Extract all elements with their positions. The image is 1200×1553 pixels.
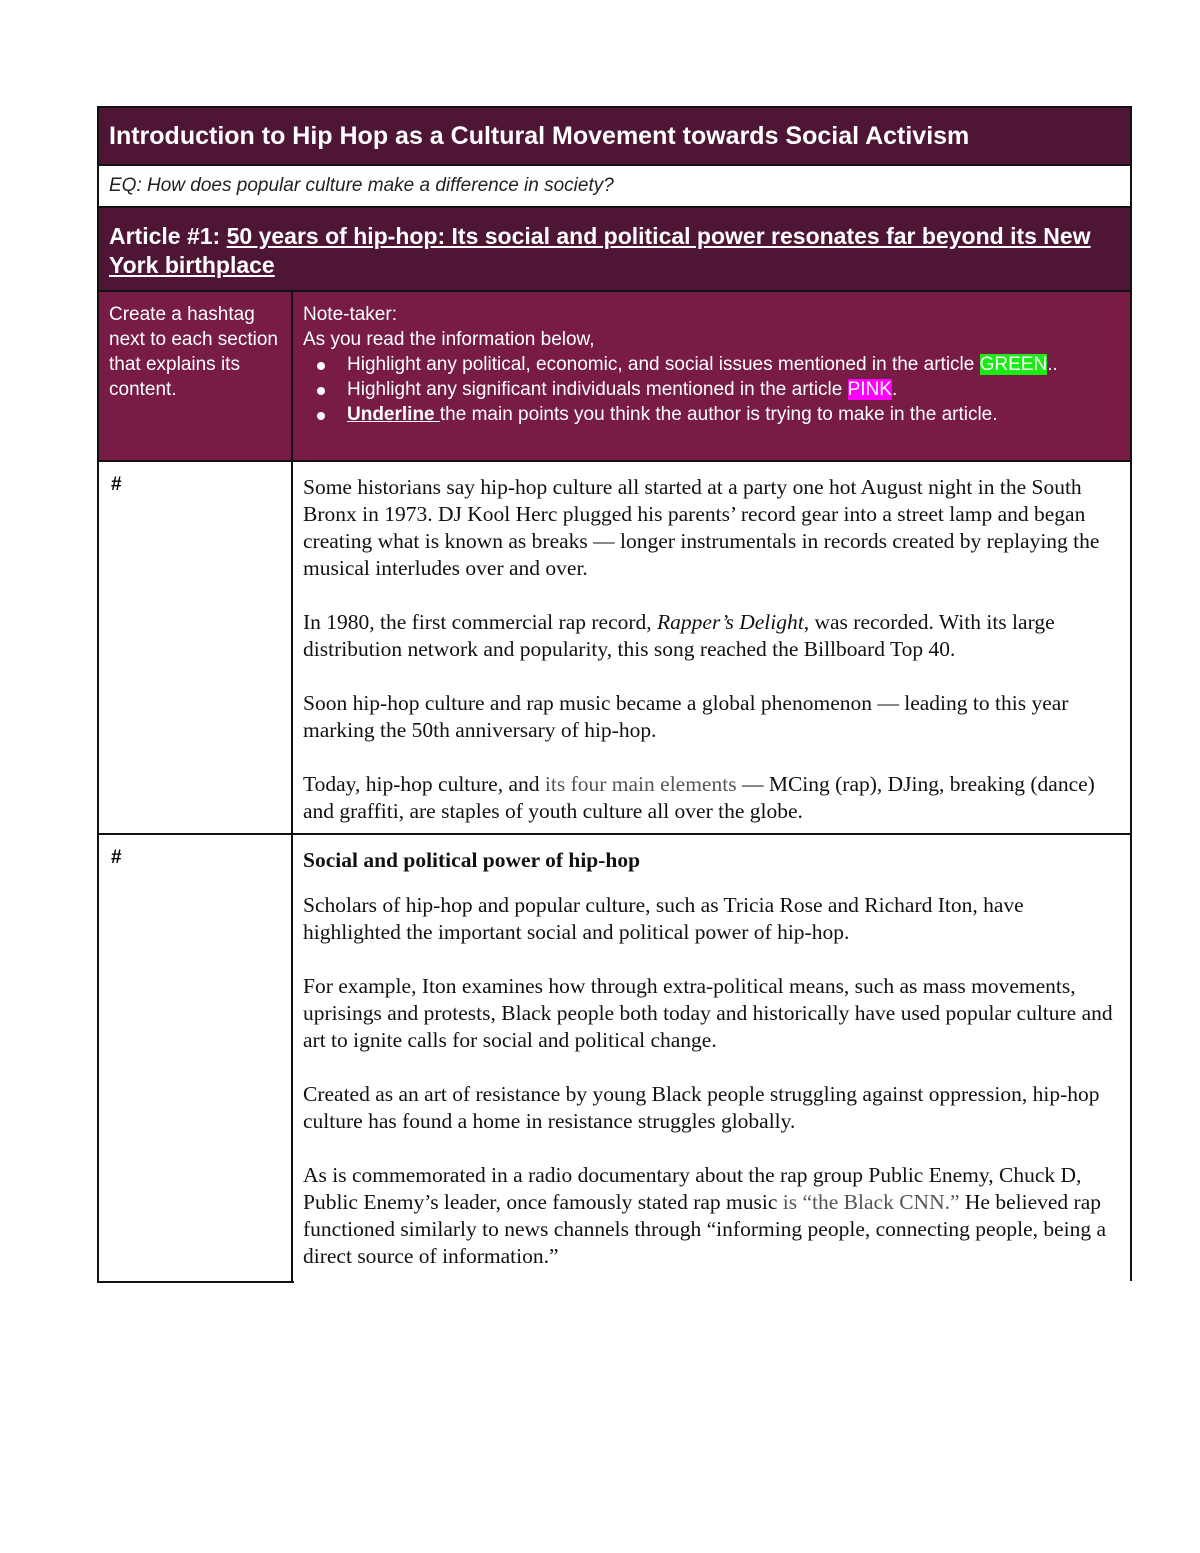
- instruction-item-underline: [347, 402, 1120, 427]
- note-taker-label: Note-taker:: [303, 304, 397, 325]
- song-title: Rapper’s Delight: [657, 610, 804, 634]
- instruction-punct: .: [891, 379, 898, 400]
- paragraph-text: In 1980, the first commercial rap record,: [303, 610, 658, 634]
- paragraph: For example, Iton examines how through extra-political means, such as mass movements, uprisings and protests, Black people both today and historically have used popular culture and art to ignite calls for social and political change.: [303, 974, 1113, 1052]
- section-text: [293, 462, 1130, 833]
- paragraph-text: — MCing (rap), DJing, breaking (dance) and graffiti, are staples of youth culture all over the globe.: [303, 772, 1095, 823]
- paragraph: Some historians say hip-hop culture all started at a party one hot August night in the South Bronx in 1973. DJ Kool Herc plugged his parents’ record gear into a street lamp and began creating what is known as breaks — longer instrumentals in records created by replaying the musical interludes over and over.: [303, 475, 1100, 580]
- paragraph: Scholars of hip-hop and popular culture, such as Tricia Rose and Richard Iton, have highlighted the important social and political power of hip-hop.: [303, 893, 1024, 944]
- worksheet-title-row: [99, 108, 1130, 166]
- instructions-row: [99, 292, 1130, 462]
- note-taker-intro: As you read the information below,: [303, 329, 595, 350]
- hashtag-cell[interactable]: #: [99, 462, 293, 833]
- paragraph-text: Today, hip-hop culture, and: [303, 772, 545, 796]
- instruction-item-pink: [347, 377, 1120, 402]
- paragraph: Soon hip-hop culture and rap music became a global phenomenon — leading to this year marking the 50th anniversary of hip-hop.: [303, 691, 1069, 742]
- paragraph-text: As is commemorated in a radio documentary about the rap group Public Enemy, Chuck D, Public Enemy’s leader, once famously stated rap music: [303, 1163, 1082, 1214]
- underline-label: Underline: [347, 404, 440, 425]
- worksheet-title: Introduction to Hip Hop as a Cultural Movement towards Social Activism: [109, 122, 970, 150]
- paragraph: [303, 771, 1122, 825]
- paragraph: [303, 609, 1122, 663]
- instruction-punct: ..: [1047, 354, 1058, 375]
- instruction-text: Highlight any political, economic, and social issues mentioned in the article: [347, 354, 980, 375]
- section-row: [99, 462, 1130, 835]
- table-bottom-border: [97, 1281, 294, 1283]
- green-highlight-label: GREEN: [979, 354, 1048, 375]
- article-link[interactable]: 50 years of hip-hop: Its social and political power resonates far beyond its New York birthplace: [109, 223, 1091, 278]
- article-title-row: [99, 208, 1130, 292]
- note-taker-instructions: [293, 292, 1130, 460]
- inline-link[interactable]: is “the Black CNN.”: [782, 1190, 960, 1214]
- hashtag-cell[interactable]: #: [99, 835, 293, 1281]
- instruction-list: [303, 352, 1120, 427]
- paragraph-text: , was recorded. With its large distribution network and popularity, this song reached the Billboard Top 40.: [303, 610, 1055, 661]
- paragraph: [303, 1162, 1122, 1270]
- instruction-text: Highlight any significant individuals mentioned in the article: [347, 379, 848, 400]
- pink-highlight-label: PINK: [847, 379, 892, 400]
- section-text: [293, 835, 1130, 1281]
- inline-link[interactable]: its four main elements: [544, 772, 737, 796]
- instruction-text: the main points you think the author is trying to make in the article.: [439, 404, 998, 425]
- instruction-item-green: [347, 352, 1120, 377]
- hashtag-instruction: Create a hashtag next to each section that explains its content.: [99, 292, 293, 460]
- essential-question-row: [99, 166, 1130, 208]
- essential-question: EQ: How does popular culture make a difference in society?: [109, 175, 614, 196]
- worksheet-table: [97, 106, 1132, 1281]
- paragraph: Created as an art of resistance by young Black people struggling against oppression, hip-hop culture has found a home in resistance struggles globally.: [303, 1082, 1100, 1133]
- article-prefix: Article #1:: [109, 223, 227, 249]
- paragraph-text: He believed rap functioned similarly to news channels through “informing people, connecting people, being a direct source of information.”: [303, 1190, 1107, 1268]
- section-heading: Social and political power of hip-hop: [303, 848, 641, 872]
- section-row: [99, 835, 1130, 1281]
